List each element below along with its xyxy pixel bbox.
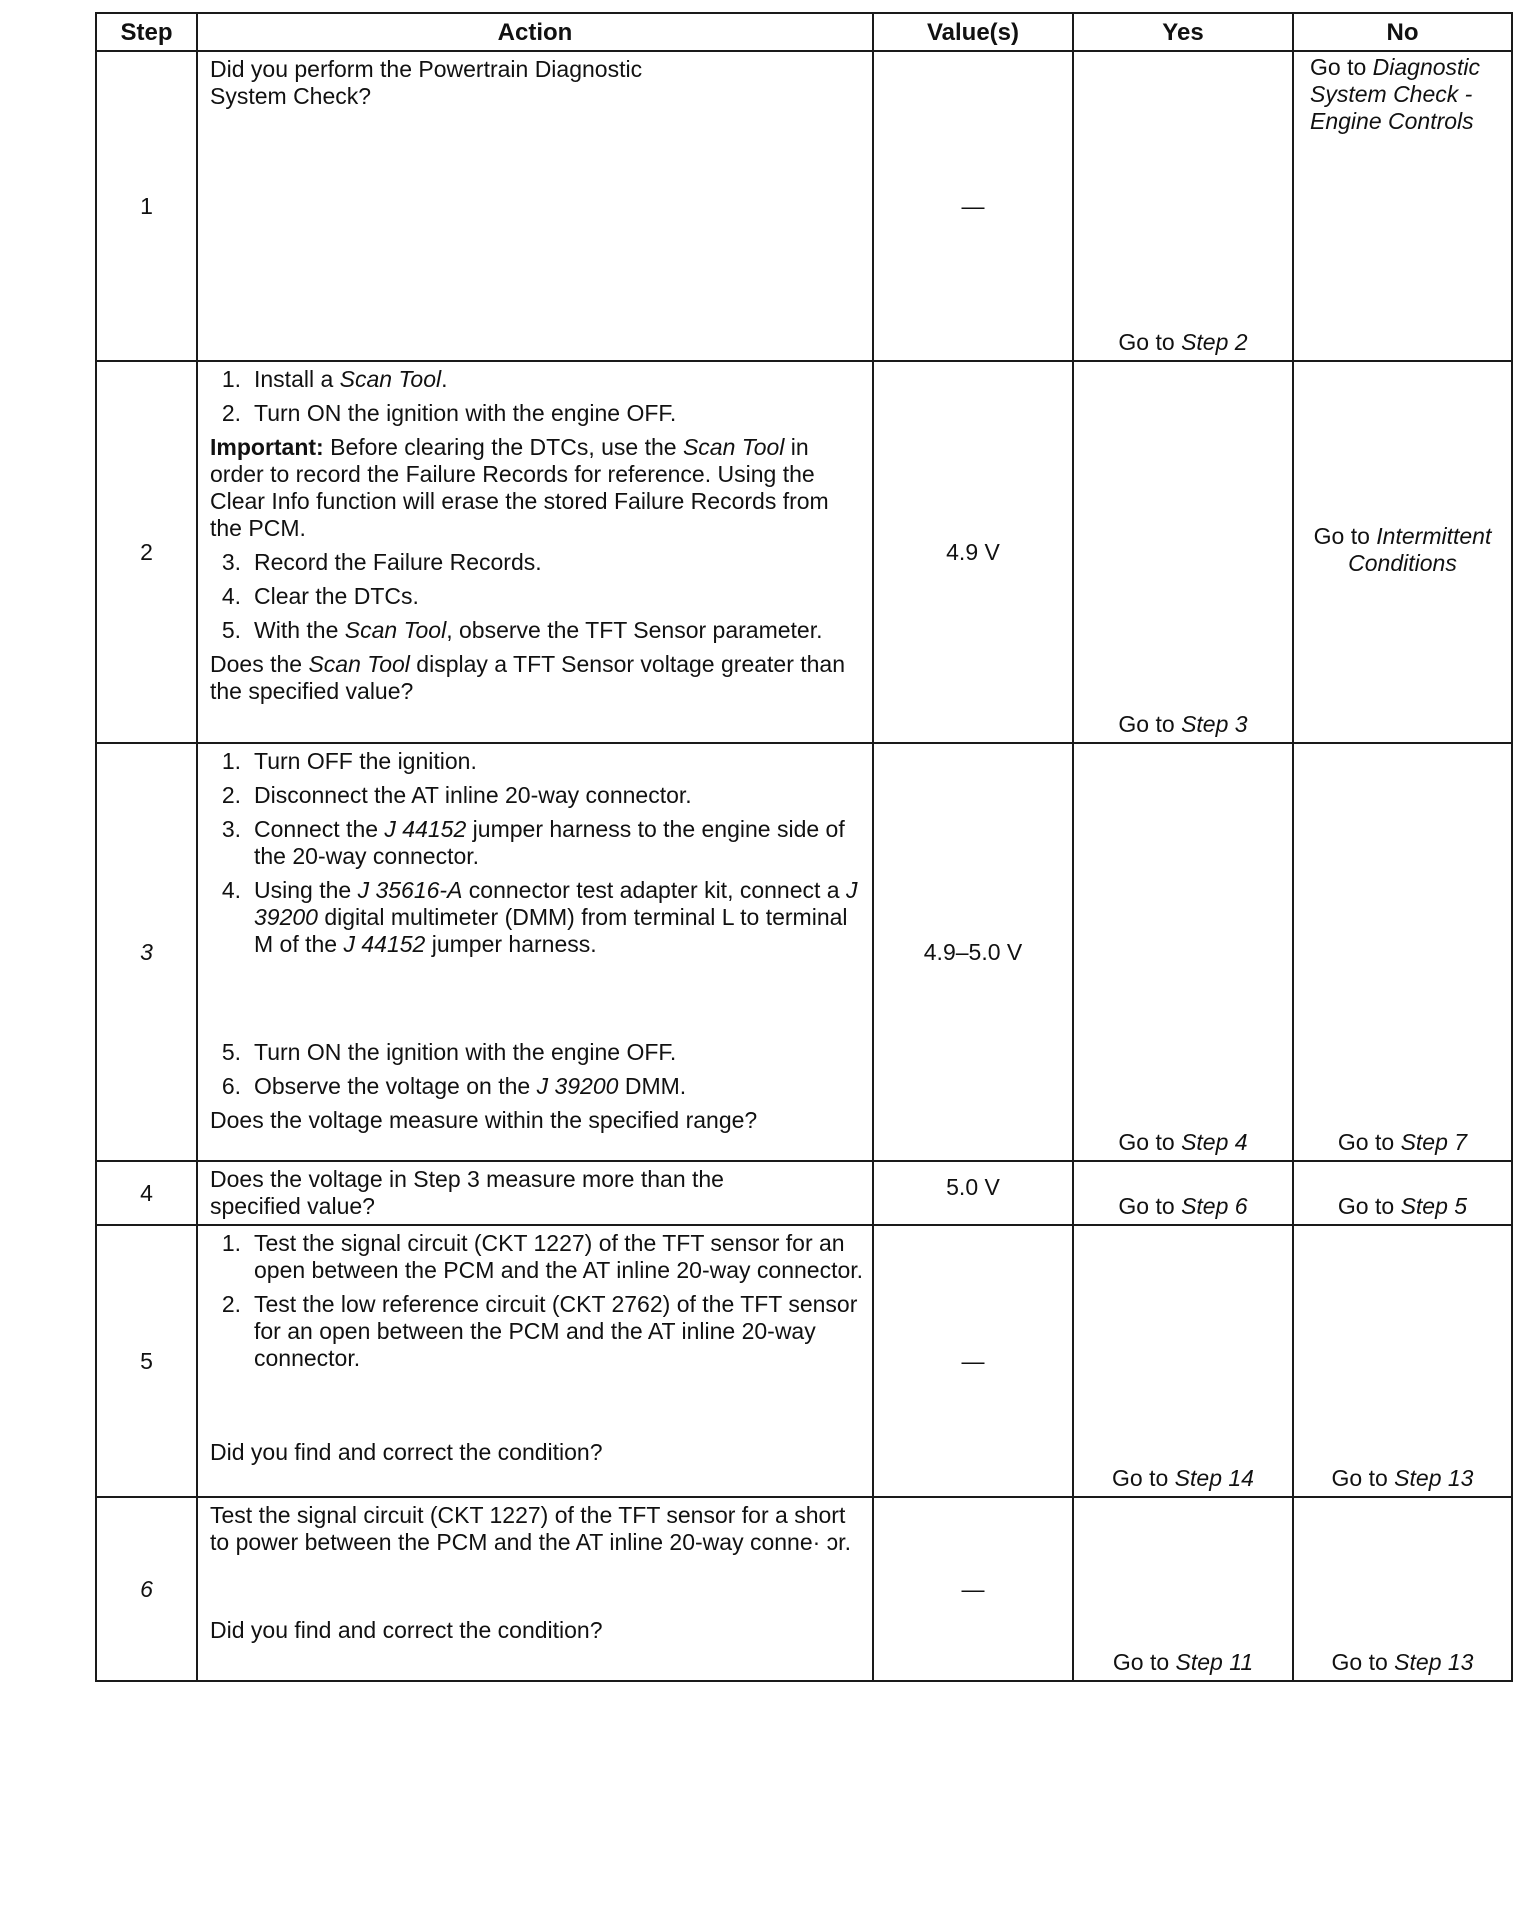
item-text: Disconnect the AT inline 20-way connector. — [254, 782, 692, 808]
item-text: jumper harness to the engine side of the 20-way connector. — [254, 816, 845, 869]
yes-prefix: Go to — [1118, 1193, 1182, 1219]
item-italic: Scan Tool — [339, 366, 442, 392]
item-number: 5. — [221, 1039, 241, 1065]
action-cell — [197, 1225, 873, 1497]
item-text: Turn ON the ignition with the engine OFF. — [254, 1039, 677, 1065]
item-number: 1. — [221, 366, 241, 392]
action-cell — [197, 361, 873, 743]
step-list — [210, 748, 864, 958]
action-question: Did you perform the Powertrain Diagnostic System Check? — [210, 56, 643, 109]
spacer — [210, 1379, 864, 1439]
table-row — [96, 743, 1512, 1161]
list-item — [210, 583, 864, 610]
yes-cell — [1073, 1161, 1293, 1225]
list-item — [210, 816, 864, 870]
item-italic: J 44152 — [384, 816, 467, 842]
item-number: 1. — [221, 1230, 241, 1256]
item-italic: Scan Tool — [344, 617, 447, 643]
no-prefix: Go to — [1337, 1129, 1401, 1155]
table-header-row — [96, 13, 1512, 51]
item-text: Observe the voltage on the — [254, 1073, 537, 1099]
item-number: 1. — [221, 748, 241, 774]
item-number: 6. — [221, 1073, 241, 1099]
item-number: 4. — [221, 877, 241, 903]
list-item — [210, 400, 864, 427]
question-italic: Scan Tool — [308, 651, 410, 677]
item-text: Install a — [254, 366, 340, 392]
list-item — [210, 1230, 864, 1284]
item-italic: J 35616-A — [357, 877, 463, 903]
item-text: Test the low reference circuit (CKT 2762) of the TFT sensor for an open between the PCM and the AT inline 20-way connector. — [254, 1291, 858, 1371]
action-text: Test the signal circuit (CKT 1227) of the TFT sensor for a short to power between the PCM and the AT inline 20-way conne· ɔr. — [210, 1502, 851, 1555]
value-cell: — — [873, 1497, 1073, 1681]
no-cell — [1293, 1497, 1512, 1681]
step-number: 2 — [96, 361, 197, 743]
important-label: Important: — [210, 434, 324, 460]
value-cell: 5.0 V — [873, 1161, 1073, 1225]
header-yes: Yes — [1073, 13, 1293, 51]
no-prefix: Go to — [1337, 1193, 1401, 1219]
item-number: 5. — [221, 617, 241, 643]
yes-cell — [1073, 743, 1293, 1161]
list-item — [210, 617, 864, 644]
no-cell — [1293, 1225, 1512, 1497]
header-step: Step — [96, 13, 197, 51]
step-number: 1 — [96, 51, 197, 361]
list-item — [210, 1291, 864, 1372]
step-number: 4 — [96, 1161, 197, 1225]
item-text: . — [441, 366, 448, 392]
item-italic: J 44152 — [343, 931, 426, 957]
yes-cell — [1073, 51, 1293, 361]
item-text: digital multimeter (DMM) from terminal L to terminal M of the — [254, 904, 848, 957]
list-item — [210, 1039, 864, 1066]
item-text: Test the signal circuit (CKT 1227) of the TFT sensor for an open between the PCM and the AT inline 20-way connector. — [254, 1230, 864, 1283]
list-item — [210, 782, 864, 809]
action-cell — [197, 1161, 873, 1225]
yes-link[interactable]: Step 14 — [1174, 1465, 1254, 1491]
action-question: Does the voltage measure within the specified range? — [210, 1107, 758, 1133]
list-item — [210, 549, 864, 576]
list-item — [210, 1073, 864, 1100]
yes-link[interactable]: Step 3 — [1181, 711, 1248, 737]
item-text: Record the Failure Records. — [254, 549, 542, 575]
diagnostic-table — [95, 12, 1513, 1682]
step-list — [210, 366, 864, 427]
item-number: 3. — [221, 816, 241, 842]
no-cell — [1293, 743, 1512, 1161]
header-values: Value(s) — [873, 13, 1073, 51]
no-prefix: Go to — [1331, 1465, 1395, 1491]
item-text: Turn OFF the ignition. — [254, 748, 477, 774]
yes-cell — [1073, 1497, 1293, 1681]
item-text: With the — [254, 617, 345, 643]
value-cell: 4.9–5.0 V — [873, 743, 1073, 1161]
no-prefix: Go to — [1313, 523, 1377, 549]
table-row — [96, 1161, 1512, 1225]
no-link[interactable]: Diagnostic System Check - Engine Controls — [1310, 54, 1481, 134]
item-number: 2. — [221, 400, 241, 426]
item-italic: J 39200 — [536, 1073, 619, 1099]
step-list — [210, 1039, 864, 1100]
no-prefix: Go to — [1310, 54, 1373, 80]
item-text: DMM. — [618, 1073, 687, 1099]
yes-cell — [1073, 361, 1293, 743]
yes-cell — [1073, 1225, 1293, 1497]
value-cell: — — [873, 1225, 1073, 1497]
yes-link[interactable]: Step 11 — [1175, 1649, 1254, 1675]
item-text: connector test adapter kit, connect a — [462, 877, 846, 903]
no-link[interactable]: Step 13 — [1394, 1649, 1474, 1675]
table-row — [96, 1497, 1512, 1681]
yes-link[interactable]: Step 6 — [1181, 1193, 1248, 1219]
action-question — [210, 651, 864, 705]
no-link[interactable]: Intermittent Conditions — [1348, 523, 1492, 576]
yes-prefix: Go to — [1112, 1649, 1176, 1675]
note-text: Before clearing the DTCs, use the — [323, 434, 683, 460]
no-prefix: Go to — [1331, 1649, 1395, 1675]
step-number: 5 — [96, 1225, 197, 1497]
list-item — [210, 748, 864, 775]
spacer — [210, 1563, 864, 1617]
table-row — [96, 51, 1512, 361]
table-row — [96, 361, 1512, 743]
yes-link[interactable]: Step 4 — [1181, 1129, 1248, 1155]
action-cell — [197, 51, 873, 361]
action-cell — [197, 1497, 873, 1681]
spacer — [210, 965, 864, 1039]
step-list — [210, 549, 864, 644]
yes-prefix: Go to — [1118, 329, 1182, 355]
item-number: 2. — [221, 782, 241, 808]
item-text: Using the — [254, 877, 358, 903]
action-question: Does the voltage in Step 3 measure more than the specified value? — [210, 1166, 724, 1219]
no-cell — [1293, 361, 1512, 743]
no-link[interactable]: Step 7 — [1400, 1129, 1468, 1155]
step-number: 6 — [96, 1497, 197, 1681]
item-text: Turn ON the ignition with the engine OFF. — [254, 400, 677, 426]
no-cell — [1293, 1161, 1512, 1225]
step-list — [210, 1230, 864, 1372]
no-link[interactable]: Step 13 — [1394, 1465, 1474, 1491]
item-text: jumper harness. — [425, 931, 597, 957]
no-link[interactable]: Step 5 — [1400, 1193, 1468, 1219]
question-text: Does the — [210, 651, 309, 677]
item-number: 3. — [221, 549, 241, 575]
action-question: Did you find and correct the condition? — [210, 1439, 603, 1465]
yes-prefix: Go to — [1118, 711, 1182, 737]
item-text: , observe the TFT Sensor parameter. — [446, 617, 823, 643]
no-cell — [1293, 51, 1512, 361]
item-text: Connect the — [254, 816, 385, 842]
action-cell — [197, 743, 873, 1161]
list-item — [210, 366, 864, 393]
header-action: Action — [197, 13, 873, 51]
item-text: Clear the DTCs. — [254, 583, 419, 609]
note-text: in order to record the Failure Records for reference. Using the Clear Info function will erase the stored Failure Records from the PCM. — [210, 434, 829, 541]
question-text: display a TFT Sensor voltage greater than the specified value? — [210, 651, 846, 704]
note-italic: Scan Tool — [682, 434, 785, 460]
header-no: No — [1293, 13, 1512, 51]
item-number: 4. — [221, 583, 241, 609]
yes-prefix: Go to — [1118, 1129, 1182, 1155]
action-question: Did you find and correct the condition? — [210, 1617, 603, 1643]
yes-prefix: Go to — [1112, 1465, 1175, 1491]
value-cell: 4.9 V — [873, 361, 1073, 743]
table-row — [96, 1225, 1512, 1497]
step-number: 3 — [96, 743, 197, 1161]
value-cell: — — [873, 51, 1073, 361]
important-note — [210, 434, 864, 542]
item-number: 2. — [221, 1291, 241, 1317]
yes-link[interactable]: Step 2 — [1181, 329, 1248, 355]
item-italic: J 39200 — [254, 877, 858, 930]
list-item — [210, 877, 864, 958]
